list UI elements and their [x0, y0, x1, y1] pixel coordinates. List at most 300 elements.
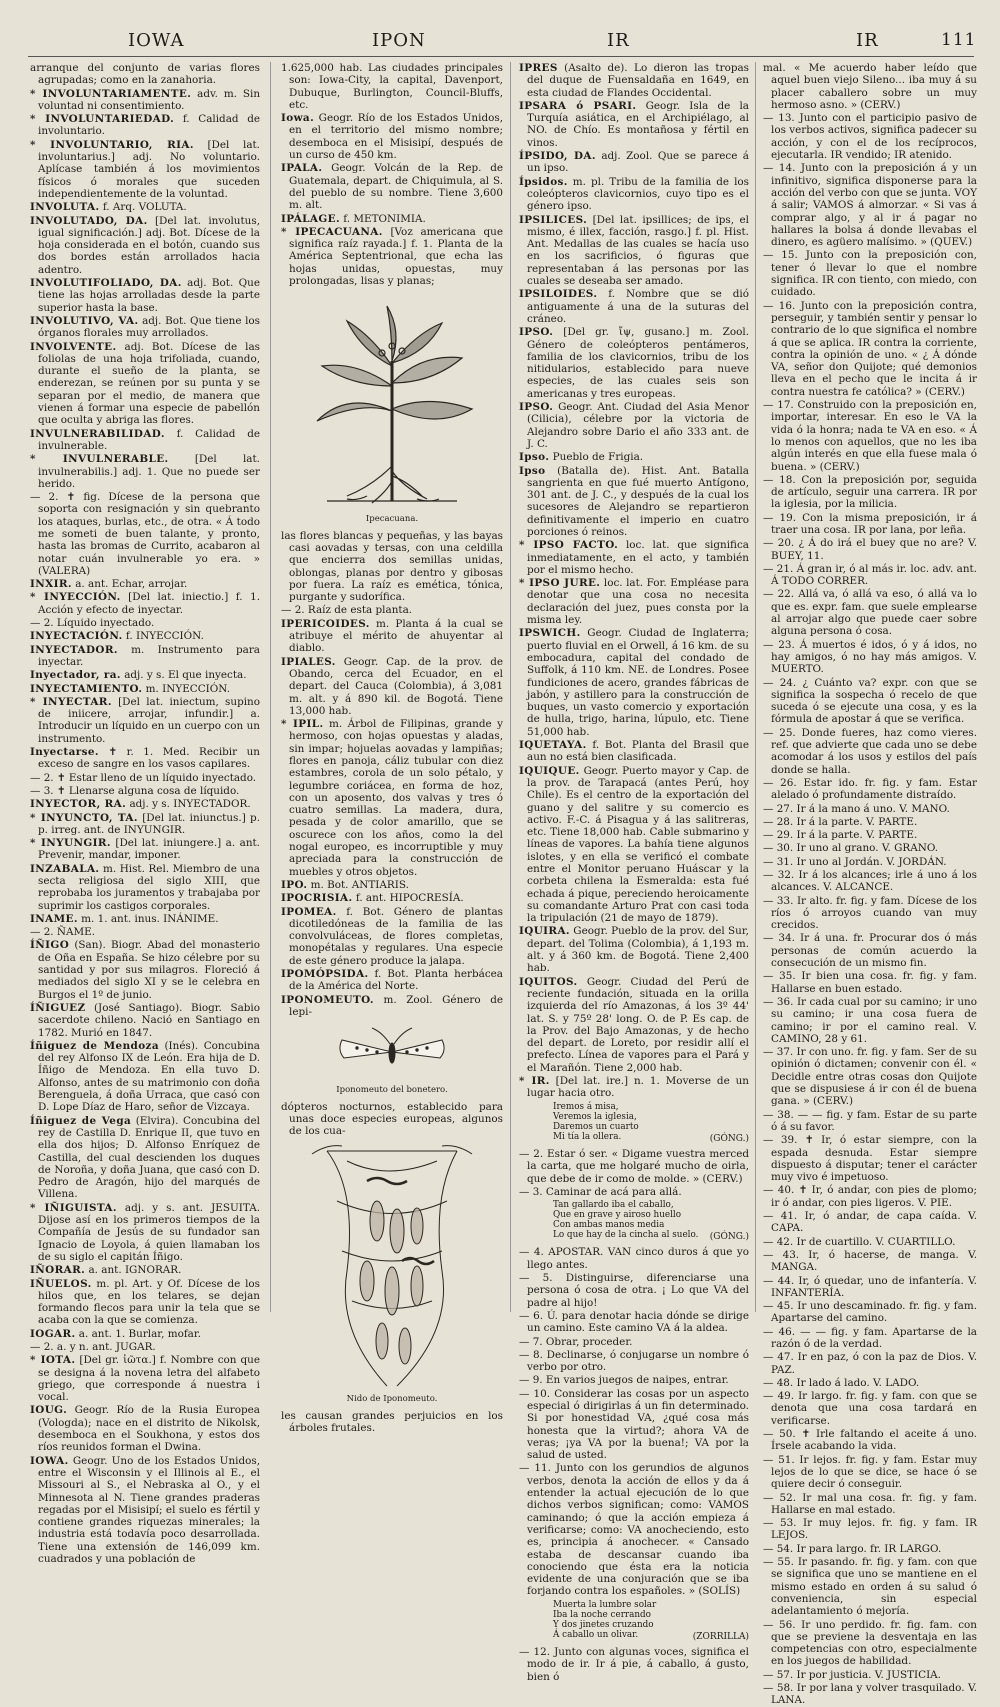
dictionary-entry [763, 537, 977, 562]
entry-headword: Inyectarse. [30, 746, 99, 759]
column-divider [755, 62, 756, 1312]
dictionary-entry [763, 1682, 977, 1707]
entry-definition: m. Hist. Rel. Miembro de una secta religiosa del siglo XIII, que reprobaba los juramentos y trabajaba por suprimir los castigos corporales. [38, 862, 260, 912]
entry-definition: (Inés). Concubina del rey Alfonso IX de León. Era hija de D. Íñigo de Mendoza. En ella tuvo D. Alfonso, antes de su matrimonio con doña Berenguela, á doña Urraca, que casó con D. Lope Díaz de Haro, señor de Vizcaya. [38, 1039, 260, 1114]
entry-definition: Geogr. Cap. de la prov. de Obando, cerca del Ecuador, en el depart. del Cauca (Colombia), á 3,081 m. alt. y á 890 kil. de Bogotá. Tiene 13,000 hab. [289, 655, 503, 717]
iponomeuto-nest-illustration [307, 1141, 477, 1391]
column-3-b [519, 1148, 749, 1198]
dictionary-entry [30, 113, 260, 138]
entry-definition: arranque del conjunto de varias flores agrupadas; como en la zanahoria. [30, 62, 260, 87]
dictionary-entry [763, 677, 977, 726]
entry-definition: les causan grandes perjuicios en los árboles frutales. [281, 1409, 503, 1434]
entry-definition: loc. lat. For. Empléase para denotar que una cosa no necesita declaración del juez, pues consta por la misma ley. [527, 577, 749, 627]
ipecacuana-illustration [297, 291, 487, 511]
dictionary-entry [519, 1186, 749, 1198]
entry-headword: Inyectador, ra. [30, 669, 121, 682]
dictionary-entry [30, 1328, 260, 1340]
entry-definition: m. Zool. Género de lepi- [289, 993, 503, 1018]
entry-definition: — 4. APOSTAR. VAN cinco duros á que yo llego antes. [519, 1246, 749, 1271]
column-3-c [519, 1246, 749, 1597]
dictionary-entry [763, 399, 977, 473]
dictionary-entry [763, 1300, 977, 1325]
entry-definition: [Del lat. iniungere.] a. ant. Prevenir, mandar, imponer. [38, 837, 260, 862]
dictionary-entry [30, 277, 260, 314]
dictionary-entry [763, 1236, 977, 1248]
dictionary-entry [763, 249, 977, 298]
dictionary-entry [763, 1275, 977, 1300]
dictionary-entry [30, 669, 260, 681]
dictionary-entry [763, 1351, 977, 1376]
dictionary-entry [763, 1249, 977, 1274]
dictionary-entry [763, 816, 977, 828]
dictionary-entry [281, 994, 503, 1019]
dictionary-entry [519, 1349, 749, 1374]
entry-definition: adj. y s. El que inyecta. [120, 669, 247, 682]
dictionary-entry [519, 1246, 749, 1271]
dictionary-entry [763, 112, 977, 161]
entry-headword: * IPSO FACTO. [519, 539, 619, 552]
entry-headword: IÑUELOS. [30, 1277, 92, 1290]
dictionary-entry [763, 512, 977, 537]
dictionary-entry [519, 465, 749, 539]
entry-headword: IOGAR. [30, 1327, 76, 1340]
dictionary-entry [763, 1517, 977, 1542]
entry-definition: (San). Biogr. Abad del monasterio de Oña en España. Se hizo célebre por su santidad y por sus milagros. Floreció á mediados del siglo XI y se le celebra en Burgos el 1º de junio. [38, 939, 260, 1001]
entry-definition: f. Bot. Planta herbácea de la América del Norte. [289, 968, 503, 993]
entry-definition: — 8. Declinarse, ó conjugarse un nombre ó verbo por otro. [519, 1348, 749, 1374]
column-4 [763, 62, 977, 1707]
entry-definition: Geogr. Uno de los Estados Unidos, entre el Wisconsin y el Illinois al E., el Missouri al S., el Nebraska al O., y el Minnesota al N. Tiene grandes praderas regadas por el Misisipí; el suelo es fértil y contiene grandes riquezas minerales; la industria está todavía poco desarrollada. Tiene una extensión de 146,099 km. cuadrados y una población de [38, 1454, 260, 1566]
dictionary-entry [519, 765, 749, 925]
entry-headword: ÍPSIDO, DA. [519, 150, 596, 163]
entry-definition: ✝ r. 1. Med. Recibir un exceso de sangre en los vasos capilares. [38, 746, 260, 771]
dictionary-entry [30, 62, 260, 87]
dictionary-entry [519, 401, 749, 450]
header-rule [28, 56, 974, 57]
dictionary-entry [281, 604, 503, 616]
entry-headword: IÑORAR. [30, 1264, 86, 1277]
entry-definition: — 57. Ir por justicia. V. JUSTICIA. [763, 1668, 941, 1681]
entry-headword: ÍÑIGO [30, 939, 70, 952]
verse-quote-3: Muerta la lumbre solar Iba la noche cerrando Y dos jinetes cruzando Á caballo un olivar. [553, 1599, 657, 1640]
entry-definition: f. ant. HIPOCRESÍA. [352, 892, 464, 905]
dictionary-entry [519, 1310, 749, 1335]
entry-headword: IPSWICH. [519, 627, 581, 640]
entry-headword: * INVULNERABLE. [30, 453, 169, 466]
dictionary-entry [281, 718, 503, 878]
dictionary-entry [30, 837, 260, 862]
entry-headword: IPSILICES. [519, 213, 588, 226]
dictionary-entry [763, 1109, 977, 1134]
dictionary-entry [519, 1646, 749, 1683]
dictionary-entry [519, 176, 749, 213]
entry-headword: IQUITOS. [519, 975, 578, 988]
dictionary-entry [281, 1101, 503, 1138]
entry-headword: * INVOLUNTARIO, RIA. [30, 138, 194, 151]
dictionary-entry [30, 939, 260, 1000]
entry-headword: IPÁLAGE. [281, 212, 340, 225]
entry-headword: ÍÑIGUEZ [30, 1001, 86, 1014]
dictionary-entry [30, 617, 260, 629]
entry-headword: INZABALA. [30, 862, 100, 875]
dictionary-entry [30, 578, 260, 590]
dictionary-entry [30, 1002, 260, 1039]
entry-definition: — 2. ÑAME. [30, 926, 96, 939]
entry-headword: IPALA. [281, 162, 323, 175]
entry-definition: adj. y s. INYECTADOR. [126, 798, 251, 811]
entry-definition: mal. « Me acuerdo haber leído que aquel buen viejo Sileno... iba muy á su placer caballero sobre un muy hermoso asno. » (CERV.) [763, 62, 977, 111]
entry-definition: — 6. Ú. para denotar hacia dónde se dirige un camino. Este camino VA á la aldea. [519, 1309, 749, 1335]
entry-definition: — 52. Ir mal una cosa. fr. fig. y fam. Hallarse en mal estado. [763, 1491, 977, 1516]
entry-definition: a. ant. IGNORAR. [85, 1264, 182, 1277]
entry-definition: — 40. ✝ Ir, ó andar, con pies de plomo; ir ó andar, con pies ligeros. V. PIE. [763, 1184, 977, 1209]
dictionary-entry [30, 683, 260, 695]
dictionary-entry [763, 777, 977, 802]
dictionary-entry [30, 1040, 260, 1114]
entry-headword: * INYECCIÓN. [30, 591, 121, 604]
entry-headword: INVULNERABILIDAD. [30, 427, 165, 440]
running-head-center-left: IPON [372, 30, 426, 51]
dictionary-entry [30, 785, 260, 797]
dictionary-entry [30, 863, 260, 912]
entry-definition: [Del lat. iniunctus.] p. p. irreg. ant. de INYUNGIR. [38, 811, 260, 836]
entry-definition: — 53. Ir muy lejos. fr. fig. y fam. IR LEJOS. [763, 1517, 977, 1542]
dictionary-entry [30, 428, 260, 453]
entry-headword: IQUIRA. [519, 925, 570, 938]
entry-headword: INVOLUTADO, DA. [30, 214, 148, 227]
dictionary-entry [281, 618, 503, 655]
entry-definition: — 16. Junto con la preposición contra, perseguir, y también sentir y pensar lo contrario de lo que significa el nombre á que se aplica. IR contra la corriente, contra la opinión de uno. « ¿ Á dónde VA, señor don Quijote; qué demonios lleva en el pecho que le incita á ir contra nuestra fe católica? » (CERV.) [763, 299, 977, 398]
column-2-bottom [281, 1410, 503, 1435]
column-2-top [281, 62, 503, 287]
entry-definition: [Del lat. iniectum, supino de iniicere, arrojar, infundir.] a. Introducir un líquido en un cuerpo con un instrumento. [38, 695, 261, 745]
dictionary-entry [519, 62, 749, 99]
entry-definition: — 3. Caminar de acá para allá. [519, 1185, 682, 1198]
dictionary-entry [30, 591, 260, 616]
dictionary-entry [281, 656, 503, 717]
entry-definition: — 5. Distinguirse, diferenciarse una persona ó cosa de otra. ¡ Lo que VA del padre al hijo! [519, 1272, 749, 1309]
dictionary-entry [30, 1115, 260, 1201]
entry-definition: — 3. ✝ Llenarse alguna cosa de líquido. [30, 784, 240, 797]
entry-definition: f. Calidad de involuntario. [38, 113, 261, 138]
dictionary-entry [30, 913, 260, 925]
entry-definition: adj. Bot. Dícese de las foliolas de una hoja trifoliada, cuando, durante el sueño de la planta, se enderezan, se reúnen por su punta y se separan por el medio, de manera que vienen á formar una especie de pabellón que oculta y abriga las flores. [38, 340, 260, 427]
entry-headword: IPSILOIDES. [519, 288, 598, 301]
entry-definition: — 45. Ir uno descaminado. fr. fig. y fam. Apartarse del camino. [763, 1300, 977, 1325]
entry-definition: — 47. Ir en paz, ó con la paz de Dios. V. PAZ. [763, 1351, 977, 1376]
dictionary-entry [281, 213, 503, 225]
entry-definition: — 27. Ir á la mano á uno. V. MANO. [763, 802, 950, 815]
entry-definition: [Del lat. involuntarius.] adj. No voluntario. Aplícase también á los movimientos físicos ó morales que suceden independientemente de la voluntad. [38, 138, 260, 200]
entry-definition: Geogr. Isla de la Turquía asiática, en el Archipiélago, al NO. de Chío. Es montañosa y fértil en vinos. [527, 99, 749, 149]
dictionary-entry [519, 150, 749, 175]
dictionary-entry [763, 1492, 977, 1517]
entry-definition: f. Bot. Planta del Brasil que aun no está bien clasificada. [527, 739, 749, 764]
entry-definition: — 10. Considerar las cosas por un aspecto especial ó dirigirlas á un fin determinado. Si por honestidad VA, ¿qué cosa más honesta que la virtud?; ahora VA de veras; ¡ya VA por la buena!; VA por la salud de usted. [519, 1387, 749, 1462]
entry-definition: — 37. Ir con uno. fr. fig. y fam. Ser de su opinión ó dictamen; convenir con él. « Decidle entre otras cosas don Quijote que se dispusiese á ir con él de buena gana. » (CERV.) [763, 1046, 977, 1108]
dictionary-entry [519, 288, 749, 325]
dictionary-entry [281, 906, 503, 967]
entry-definition: — 34. Ir á una. fr. Procurar dos ó más personas de común acuerdo la consecución de un mismo fin. [763, 932, 977, 970]
entry-definition: Geogr. Ciudad de Inglaterra; puerto fluvial en el Orwell, á 16 km. de su embocadura, capital del condado de Suffolk, á 110 km. NE. de Londres. Posee fundiciones de acero, grandes fábricas de jabón, y astillero para la construcción de buques, un vasto comercio y exportación de hulla, trigo, harina, lúpulo, etc. Tiene 51,000 hab. [527, 627, 749, 738]
entry-definition: adj. Bot. Que tiene los órganos florales muy arrollados. [38, 314, 261, 340]
dictionary-entry [763, 829, 977, 841]
entry-definition: — 30. Ir uno al grano. V. GRANO. [763, 842, 939, 855]
entry-definition: m. pl. Art. y Of. Dícese de los hilos que, en los telares, se dejan formando flecos para unir la tela que se acaba con la que se comienza. [38, 1277, 260, 1327]
entry-definition: loc. lat. que significa inmediatamente, en el acto, y también por el mismo hecho. [527, 539, 749, 576]
dictionary-entry [763, 300, 977, 398]
entry-headword: IPSO. [519, 401, 554, 414]
entry-definition: a. ant. 1. Burlar, mofar. [75, 1327, 202, 1340]
dictionary-entry [30, 644, 260, 669]
dictionary-entry [519, 925, 749, 974]
entry-definition: — 2. ✝ fig. Dícese de la persona que soporta con resignación y sin quebranto los ataques, burlas, etc., de otra. « Á todo me someti de buen talante, y pronto, hasta las bromas de Currito, acabaron al notar cuán invulnerable yo era. » (VALERA) [30, 491, 260, 577]
entry-headword: * INYUNGIR. [30, 837, 111, 850]
dictionary-entry [763, 842, 977, 854]
dictionary-entry [30, 798, 260, 810]
entry-definition: — 49. Ir largo. fr. fig. y fam. con que se denota que una cosa tardará en verificarse. [763, 1390, 977, 1427]
entry-definition: m. INYECCIÓN. [142, 682, 231, 695]
dictionary-entry [763, 1210, 977, 1235]
column-divider [270, 62, 271, 1312]
dictionary-entry [281, 112, 503, 161]
entry-definition: — 23. Á muertos é idos, ó y á idos, no hay amigos, ó no hay más amigos. V. MUERTO. [763, 638, 977, 676]
dictionary-entry [519, 1462, 749, 1597]
dictionary-entry [763, 563, 977, 588]
entry-definition: — 35. Ir bien una cosa. fr. fig. y fam. Hallarse en buen estado. [763, 970, 977, 995]
entry-headword: INAME. [30, 912, 78, 925]
entry-definition: — 14. Junto con la preposición á y un infinitivo, significa disponerse para la acción del verbo con que se junta. VOY á salir; VAMOS á almorzar. « Si vas á comprar algo, y al ir á pagar no hallares la bolsa á donde llevabas el dinero, es agüero malísimo. » (QUEV.) [763, 162, 977, 249]
entry-definition: f. Nombre que se dió antiguamente á una de la suturas del cráneo. [527, 288, 749, 325]
dictionary-entry [519, 100, 749, 149]
dictionary-entry [281, 530, 503, 604]
dictionary-entry [519, 539, 749, 576]
dictionary-entry [519, 1374, 749, 1386]
dictionary-entry [763, 970, 977, 995]
entry-definition: (Elvira). Concubina del rey de Castilla D. Enrique II, que tuvo en ella dos hijos; D. Alfonso Enríquez de Castilla, del cual descienden los duques de Noroña, y doña Juana, que casó con D. Pedro de Aragón, hijo del marqués de Villena. [38, 1114, 260, 1201]
entry-headword: * INYUNCTO, TA. [30, 811, 138, 824]
entry-headword: Iowa. [281, 112, 315, 125]
dictionary-entry [519, 1388, 749, 1462]
verse-citation-1: (GÓNG.) [709, 1133, 749, 1144]
entry-definition: (Batalla de). Hist. Ant. Batalla sangrienta en que fué muerto Antígono, 301 ant. de J. C., y después de la cual los sucesores de Alejandro se repartieron definitivamente el imperio en cuatro porciones ó reinos. [527, 464, 749, 538]
dictionary-entry [30, 1455, 260, 1566]
entry-definition: Geogr. Puerto mayor y Cap. de la prov. de Tarapacá (antes Perú, hoy Chile). Es el centro de la exportación del guano y del salitre y su comercio es activo. F.-C. á Pisagua y á las salitreras, etc. Tiene 18,000 hab. Cable submarino y líneas de vapores. La bahía tiene algunos islotes, y en ella se verificó el combate entre el Monitor peruano Huáscar y la corbeta chilena la Esmeralda: esta fué echada á pique, pereciendo heroicamente su comandante Arturo Prat con casi toda la tripulación (21 de mayo de 1879). [527, 764, 749, 925]
entry-definition: adv. m. Sin voluntad ni consentimiento. [38, 87, 261, 112]
dictionary-entry [763, 162, 977, 248]
dictionary-entry [519, 1336, 749, 1348]
dictionary-entry [30, 341, 260, 427]
entry-definition: Geogr. Río de los Estados Unidos, en el territorio del mismo nombre; desemboca en el Misisipí, después de un curso de 450 km. [289, 112, 503, 162]
verse-citation-3: (ZORRILLA) [692, 1631, 749, 1642]
entry-headword: INYECTAMIENTO. [30, 682, 143, 695]
entry-definition: — 2. ✝ Estar lleno de un líquido inyectado. [30, 771, 257, 784]
entry-headword: IPOMÓPSIDA. [281, 968, 369, 981]
entry-definition: — 38. — — fig. y fam. Estar de su parte ó á su favor. [763, 1108, 977, 1133]
dictionary-entry [30, 453, 260, 490]
dictionary-entry [281, 62, 503, 111]
entry-definition: — 33. Ir alto. fr. fig. y fam. Dícese de los ríos ó arroyos cuando van muy crecidos. [763, 894, 977, 932]
entry-definition: — 7. Obrar, proceder. [519, 1335, 633, 1348]
entry-definition: adj. Bot. Que tiene las hojas arrolladas desde la parte superior hasta la base. [38, 277, 260, 314]
dictionary-entry [763, 1184, 977, 1209]
entry-headword: IPERICOIDES. [281, 617, 370, 630]
dictionary-entry [281, 162, 503, 211]
entry-definition: m. Bot. ANTIARIS. [307, 878, 409, 891]
entry-definition: — 31. Ir uno al Jordán. V. JORDÁN. [763, 855, 947, 868]
entry-headword: IPSARA ó PSARI. [519, 99, 637, 112]
dictionary-entry [519, 1272, 749, 1309]
figure-caption-nest: Nido de Iponomeuto. [346, 1394, 438, 1405]
entry-definition: — 11. Junto con los gerundios de algunos verbos, denota la acción de ellos y da á entender la actual ejecución de lo que dichos verbos significan; como: VAMOS caminando; ó que la acción empieza á verificarse; como: VA anocheciendo, esto es, principia á anochecer. « Cansado estaba de descansar cuando iba conociendo que ésta era la noticia evidente de una conjuración que se iba forjando contra los españoles. » (SOLÍS) [519, 1462, 749, 1598]
dictionary-entry [763, 1390, 977, 1427]
dictionary-entry [30, 1341, 260, 1353]
entry-headword: * IOTA. [30, 1354, 76, 1367]
dictionary-entry [519, 976, 749, 1074]
entry-definition: — 42. Ir de cuartillo. V. CUARTILLO. [763, 1235, 956, 1248]
dictionary-entry [30, 1278, 260, 1327]
entry-definition: [Del lat. involutus, igual significación.] adj. Bot. Dícese de la hoja considerada en el botón, cuando sus dos bordes están arrollados hacia adentro. [38, 214, 260, 276]
verse-quote-1: Iremos á misa, Veremos la iglesia, Daremos un cuarto Mi tía la ollera. [553, 1101, 639, 1142]
entry-definition: f. INYECCIÓN. [122, 630, 204, 643]
entry-definition: — 20. ¿ Á do irá el buey que no are? V. BUEY, 11. [763, 537, 977, 562]
entry-headword: INVOLUTIVO, VA. [30, 314, 139, 327]
dictionary-entry [519, 627, 749, 738]
iponomeuto-illustration [332, 1022, 452, 1082]
entry-definition: — 17. Construido con la preposición en, importar, interesar. En eso le VA la vida ó la honra; nada te VA en eso. « Á lo menos con aquellos, que no les iba algún interés en que ella fuese mala ó buena. » (CERV.) [763, 399, 977, 473]
dictionary-entry [763, 869, 977, 894]
column-1 [30, 62, 261, 1566]
entry-definition: Geogr. Ciudad del Perú de reciente fundación, situada en la orilla izquierda del río Amazonas, á los 3º 44' lat. S. y 75º 28' long. O. de P. Es cap. de la Prov. del Bajo Amazonas, y de hecho del depart. de Loreto, por residir allí el prefecto. Línea de vapores para el Pará y el Marañón. Tiene 2,000 hab. [527, 975, 749, 1074]
entry-headword: IOUG. [30, 1404, 68, 1417]
entry-definition: — 24. ¿ Cuánto va? expr. con que se significa la sospecha ó recelo de que suceda ó se ejecute una cosa, y es la fórmula de apostar á que se verifica. [763, 676, 977, 726]
entry-definition: f. Calidad de invulnerable. [38, 427, 260, 452]
entry-headword: INYECTADOR. [30, 643, 118, 656]
entry-definition: — 43. Ir, ó hacerse, de manga. V. MANGA. [763, 1248, 977, 1274]
running-head-right: IR [856, 30, 879, 51]
entry-headword: Ípsidos. [519, 175, 568, 188]
dictionary-entry [763, 803, 977, 815]
dictionary-entry [763, 932, 977, 969]
entry-definition: — 22. Allá va, ó allá va eso, ó allá va lo que es. expr. fam. que suele emplearse al arrojar algo que puede caer sobre alguna persona ó cosa. [763, 588, 977, 638]
entry-headword: * IÑIGUISTA. [30, 1201, 117, 1214]
dictionary-entry [30, 696, 260, 745]
dictionary-entry [30, 1264, 260, 1276]
entry-definition: — 41. Ir, ó andar, de capa caída. V. CAPA. [763, 1210, 977, 1235]
dictionary-entry [763, 1454, 977, 1491]
dictionary-entry [30, 746, 260, 771]
dictionary-entry [30, 201, 260, 213]
entry-definition: — 2. a. y n. ant. JUGAR. [30, 1340, 156, 1353]
entry-headword: * IPIL. [281, 718, 324, 731]
entry-definition: Geogr. Volcán de la Rep. de Guatemala, depart. de Chiquimula, al S. del pueblo de su nombre. Tiene 3,600 m. alt. [289, 162, 503, 212]
entry-definition: adj. y s. ant. JESUITA. Dijose así en los primeros tiempos de la Compañía de Jesús de su fundador san Ignacio de Loyola, á quien llamaban los de su siglo el capitán Íñigo. [38, 1201, 260, 1263]
entry-definition: — 2. Raíz de esta planta. [281, 604, 413, 617]
entry-headword: IPOCRISIA. [281, 892, 353, 905]
dictionary-entry [30, 630, 260, 642]
entry-definition: — 12. Junto con algunas voces, significa el modo de ir. Ir á pie, á caballo, á gusto, bien ó [519, 1646, 749, 1683]
dictionary-entry [519, 577, 749, 626]
dictionary-entry [763, 1377, 977, 1389]
dictionary-entry [30, 491, 260, 577]
column-divider [510, 62, 511, 1312]
dictionary-entry [519, 451, 749, 463]
entry-headword: IPO. [281, 878, 308, 891]
entry-definition: — 48. Ir lado á lado. V. LADO. [763, 1376, 920, 1389]
entry-definition: — 19. Con la misma preposición, ir á traer una cosa. IR por lana, por leña. [763, 511, 977, 536]
entry-definition: f. Bot. Género de plantas dicotiledóneas de la familia de las convolvuláceas, de flores completas, monopétalas y regulares. Una especie de este género produce la jalapa. [289, 905, 503, 967]
entry-headword: IQUETAYA. [519, 739, 587, 752]
dictionary-entry [519, 1075, 749, 1100]
entry-definition: — 51. Ir lejos. fr. fig. y fam. Estar muy lejos de lo que se dice, se hace ó se quiere decir ó conseguir. [763, 1453, 977, 1491]
running-head-center-right: IR [607, 30, 630, 51]
dictionary-entry [519, 739, 749, 764]
entry-definition: — 58. Ir por lana y volver trasquilado. V. LANA. [763, 1682, 977, 1707]
entry-definition: [Del lat. iniectio.] f. 1. Acción y efecto de inyectar. [38, 591, 261, 616]
dictionary-entry [763, 1134, 977, 1183]
dictionary-entry [763, 474, 977, 511]
entry-headword: Íñiguez de Mendoza [30, 1039, 159, 1052]
entry-definition: 1.625,000 hab. Las ciudades principales son: Iowa-City, la capital, Davenport, Dubuque, Burlington, Council-Bluffs, etc. [281, 62, 503, 111]
entry-definition: [Del gr. ἴψ, gusano.] m. Zool. Género de coleópteros pentámeros, familia de los clavicornios, tribu de los nitidularios, establecido para nueve especies, de las cuales seis son americanas y tres europeas. [527, 326, 749, 400]
entry-definition: Geogr. Pueblo de la prov. del Sur, depart. del Tolima (Colombia), á 1,193 m. alt. y á 360 km. de Bogotá. Tiene 2,400 hab. [527, 925, 749, 975]
entry-headword: * INVOLUNTARIEDAD. [30, 113, 175, 126]
dictionary-entry [30, 1202, 260, 1263]
entry-definition: dópteros nocturnos, establecido para unas doce especies europeas, algunos de los cua- [281, 1100, 503, 1138]
entry-definition: — 9. En varios juegos de naipes, entrar. [519, 1374, 729, 1387]
entry-definition: — 54. Ir para largo. fr. IR LARGO. [763, 1542, 942, 1555]
entry-definition: — 21. Á gran ir, ó al más ir. loc. adv. ant. Á TODO CORRER. [763, 562, 977, 588]
entry-definition: — 55. Ir pasando. fr. fig. y fam. con que se significa que uno se mantiene en el mismo estado en orden á su salud ó conveniencia, sin especial adelantamiento ó mejoría. [763, 1556, 977, 1618]
column-3-a [519, 62, 749, 1100]
entry-headword: * IR. [519, 1075, 550, 1088]
entry-headword: IPRES [519, 62, 558, 74]
dictionary-entry [281, 879, 503, 891]
entry-headword: Íñiguez de Vega [30, 1114, 132, 1127]
dictionary-entry [763, 1669, 977, 1681]
entry-headword: * INVOLUNTARIAMENTE. [30, 87, 192, 100]
dictionary-entry [763, 727, 977, 776]
entry-definition: — 28. Ir á la parte. V. PARTE. [763, 815, 918, 828]
entry-definition: — 26. Estar ido. fr. fig. y fam. Estar alelado ó profundamente distraído. [763, 776, 977, 802]
dictionary-entry [281, 892, 503, 904]
entry-headword: * IPSO JURE. [519, 577, 601, 590]
entry-definition: m. Árbol de Filipinas, grande y hermoso, con hojas opuestas y aladas, sin impar; hojuelas aovadas y lampiñas; flores en panoja, cáliz tubular con diez estambres, corola de un solo pétalo, y legumbre coriácea, en forma de hoz, con un aposento, dos valvas y tres ó cuatro semillas. La madera, dura, pesada y de color amarillo, que se oscurece con los años, como la del nogal europeo, es incorruptible y muy apreciada para la construcción de muebles y otros objetos. [289, 718, 504, 878]
entry-headword: IOWA. [30, 1454, 69, 1467]
entry-definition: — 15. Junto con la preposición con, tener ó llevar lo que el nombre significa. IR con tiento, con miedo, con cuidado. [763, 249, 977, 299]
figure-caption-ipecacuana: Ipecacuana. [365, 514, 419, 525]
verse-quote-2: Tan gallardo iba el caballo, Que en grave y airoso huello Con ambas manos media Lo que hay de la cincha al suelo. [553, 1200, 699, 1241]
entry-definition: f. METONIMIA. [339, 212, 426, 225]
entry-definition: Geogr. Ant. Ciudad del Asia Menor (Cilicia), célebre por la victoria de Alejandro sobre Dario el año 333 ant. de J. C. [527, 401, 749, 450]
dictionary-entry [763, 996, 977, 1045]
dictionary-entry [763, 1046, 977, 1107]
dictionary-entry [763, 1556, 977, 1617]
dictionary-entry [763, 1326, 977, 1351]
entry-definition: f. Arq. VOLUTA. [99, 201, 187, 214]
entry-definition: — 36. Ir cada cual por su camino; ir uno su camino; ir una cosa fuera de camino; ir por el camino real. V. CAMINO, 28 y 61. [763, 995, 977, 1045]
dictionary-entry [763, 895, 977, 932]
entry-headword: * INYECTAR. [30, 695, 112, 708]
entry-definition: adj. Zool. Que se parece á un ipso. [527, 150, 749, 175]
entry-headword: INVOLVENTE. [30, 340, 117, 353]
entry-definition: — 44. Ir, ó quedar, uno de infantería. V. INFANTERÍA. [763, 1274, 977, 1299]
entry-definition: [Del gr. ἰῶτα.] f. Nombre con que se designa á la novena letra del alfabeto griego, que corresponde á nuestra i vocal. [38, 1354, 260, 1404]
dictionary-entry [763, 62, 977, 111]
entry-definition: — 29. Ir á la parte. V. PARTE. [763, 829, 918, 842]
dictionary-entry [519, 326, 749, 400]
entry-definition: [Del lat. ipsillices; de ips, el mismo, é illex, facción, rasgo.] f. pl. Hist. Ant. Medallas de las cuales se hacía uso en los sacrificios, ó figuras que representaban á las personas por las cuales se deseaba ser amado. [527, 213, 749, 288]
